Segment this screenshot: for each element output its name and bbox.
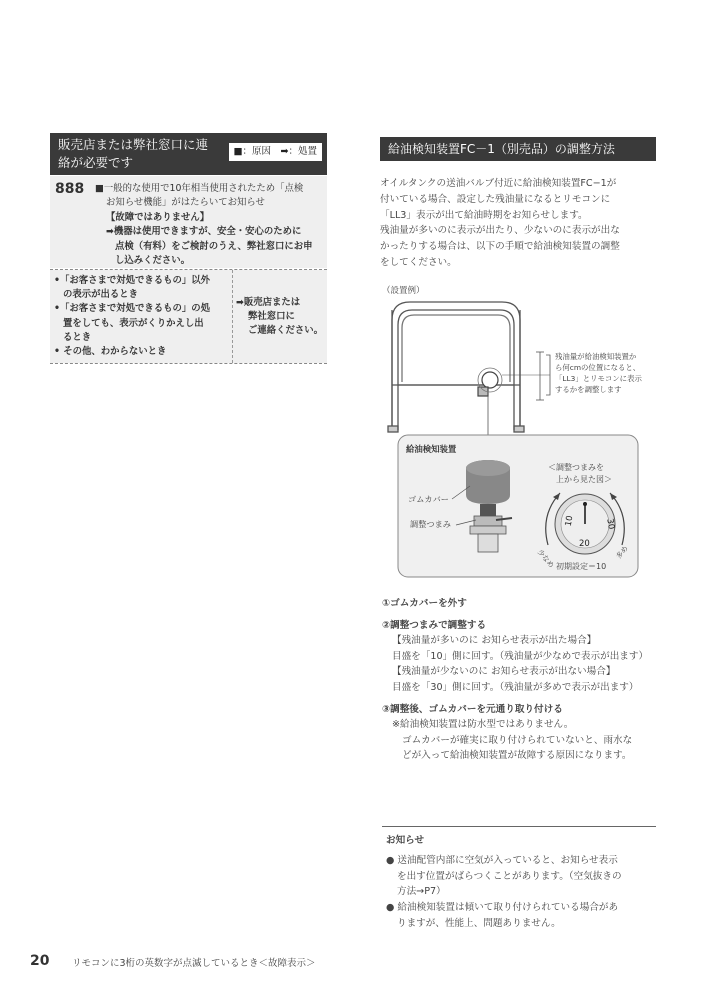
condition-item: •「お客さまで対処できるもの」の処 [54,303,210,315]
step-2-line: 目盛を「30」側に回す。（残油量が多めで表示が出ます） [392,681,639,693]
top-view-caption: ＜調整つまみを [548,463,604,472]
condition-row [50,270,327,363]
detector-title: 給油検知装置 [406,444,457,454]
not-failure-line: 【故障ではありません】 [106,211,210,223]
footer-text: リモコンに3桁の英数字が点滅しているとき＜故障表示＞ [72,958,316,969]
condition-list [54,274,232,359]
action-line: 弊社窓口に [248,311,295,323]
condition-item: •「お客さまで対処できるもの」以外 [54,275,210,286]
condition-item: るとき [63,331,92,343]
step-3-line: どが入って給油検知装置が故障する原因になります。 [402,750,632,762]
dial-mark-30: 30 [604,517,616,531]
procedure-steps [382,596,667,764]
step-2-line: 目盛を「10」側に回す。（残油量が少なめで表示が出ます） [392,650,649,662]
dial-mark-10: 10 [563,514,576,528]
step-3-line: ゴムカバーが確実に取り付けられていないと、雨水な [402,734,633,746]
section-header: 給油検知装置FC－1（別売品）の調整方法 [380,137,656,161]
step-3-note: ※給油検知装置は防水型ではありません。 [392,719,574,731]
installation-diagram [370,290,670,590]
action-line: ご連絡ください。 [248,325,324,337]
notice-item: を出す位置がばらつくことがあります。（空気抜きの [397,870,622,882]
trouble-header-title: 販売店または弊社窓口に連絡が必要です [58,137,209,170]
condition-item: • その他、わからないとき [54,346,167,358]
step-3-title: ③調整後、ゴムカバーを元通り取り付ける [382,703,563,715]
top-view-caption: 上から見た図＞ [556,475,612,484]
notice-item: ● 送油配管内部に空気が入っていると、お知らせ表示 [386,854,618,866]
notice-item: りますが、性能上、問題ありません。 [397,917,561,929]
callout-text: 残油量が給油検知装置か [555,352,637,361]
step-2-line: 【残油量が多いのに お知らせ表示が出た場合】 [392,635,597,647]
callout-text: 「LL3」とリモコンに表示 [555,374,642,383]
condition-item: の表示が出るとき [63,289,139,301]
error-code-description [95,182,323,268]
callout-text: ら何cmの位置になると、 [555,363,641,372]
notice-item: 方法→P7） [397,886,446,898]
callout-text: するかを調整します [555,385,622,394]
action-line: 点検（有料）をご検討のうえ、弊社窓口にお申 [115,240,313,252]
legend-box: ■：原因 ➡：処置 [229,143,322,161]
action-line: し込みください。 [115,255,191,267]
notice-title: お知らせ [386,835,425,846]
less-label: 少なめ [535,548,556,570]
action-line: ➡機器は使用できますが、安全・安心のために [106,226,302,238]
note-divider [382,826,656,827]
condition-item: 置をしても、表示がくりかえし出 [63,317,204,329]
action-line: ➡販売店または [236,297,301,308]
initial-setting: 初期設定＝10 [556,562,607,571]
error-code-row [50,176,327,268]
cause-line: お知らせ機能」がはたらいてお知らせ [106,197,265,209]
intro-line: 残油量が多いのに表示が出たり、少ないのに表示が出な [380,225,620,237]
knob-label: 調整つまみ [410,519,451,529]
intro-text [380,176,660,271]
step-1-title: ①ゴムカバーを外す [382,598,467,609]
intro-line: かったりする場合は、以下の手順で給油検知装置の調整 [380,241,620,253]
error-code: 888 [55,181,85,197]
intro-line: をしてください。 [380,256,457,268]
row-divider [50,363,327,364]
intro-line: 付いている場合、設定した残油量になるとリモコンに [380,193,611,205]
cause-line: ■一般的な使用で10年相当使用されたため「点検 [95,183,304,194]
contact-action [236,296,326,339]
oil-tank-illustration [388,302,524,432]
notice-item: ● 給油検知装置は傾いて取り付けられている場合があ [386,902,619,914]
dial-mark-20: 20 [579,539,590,549]
step-2-title: ②調整つまみで調整する [382,619,487,631]
intro-line: オイルタンクの送油バルブ付近に給油検知装置FC−1が [380,178,617,189]
rubber-cover-label: ゴムカバー [408,494,449,504]
notice-box [386,833,656,932]
page-number: 20 [30,953,50,969]
step-2-line: 【残油量が少ないのに お知らせ表示が出ない場合】 [392,666,616,678]
intro-line: 「LL3」表示が出て給油時期をお知らせします。 [380,209,588,221]
more-label: 多め [614,544,630,561]
trouble-header [50,133,327,175]
example-label: （設置例） [382,286,425,296]
column-divider [232,270,234,363]
detector-mount [478,368,502,396]
